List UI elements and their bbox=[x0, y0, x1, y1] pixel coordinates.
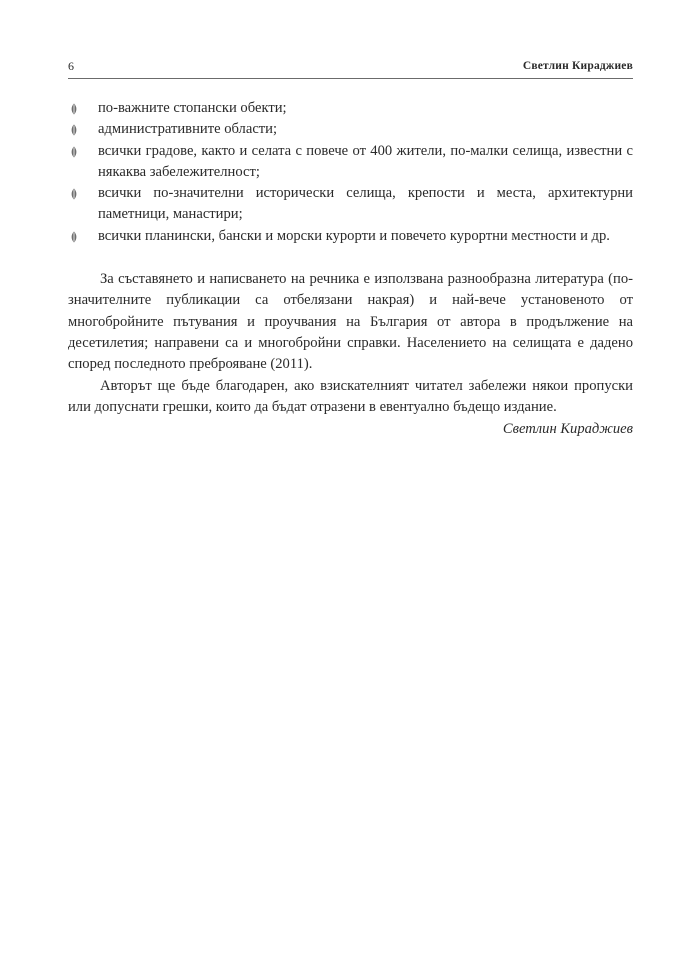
list-item bbox=[68, 183, 633, 226]
paragraph-sources: За съставянето и написването на речника е използвана разнообразна литература (по-значителните публикации са отбелязани накрая) и най-вече установеното от многобройните пътувания и проучвания на България от автора в продължение на десетилетия; направени са и многобройни справки. Населението на селищата е дадено според последното преброяване (2011). bbox=[68, 271, 633, 373]
leaf-bullet-icon bbox=[68, 103, 80, 115]
leaf-bullet-icon bbox=[68, 188, 80, 200]
running-head bbox=[68, 58, 633, 78]
leaf-bullet-icon bbox=[68, 124, 80, 136]
bullet-list bbox=[68, 98, 633, 247]
list-item-text: всички по-значителни исторически селища, крепости и места, архитектурни паметници, манастири; bbox=[98, 185, 633, 223]
author-signature: Светлин Кираджиев bbox=[502, 421, 633, 438]
list-item bbox=[68, 226, 633, 247]
list-item bbox=[68, 119, 633, 140]
list-item bbox=[68, 98, 633, 119]
list-item-text: всички планински, бански и морски курорти и повечето курортни местности и др. bbox=[98, 227, 610, 244]
paragraph-acknowledgement: Авторът ще бъде благодарен, ако взискателният читател забележи някои пропуски или допуснати грешки, които да бъдат отразени в евентуално бъдещо издание. bbox=[68, 377, 633, 415]
page-number: 6 bbox=[68, 59, 74, 73]
list-item-text: всички градове, както и селата с повече от 400 жители, по-малки селища, известни с някаква забележителност; bbox=[98, 142, 633, 180]
running-head-author: Светлин Кираджиев bbox=[522, 60, 633, 72]
leaf-bullet-icon bbox=[68, 146, 80, 158]
page-content bbox=[68, 98, 633, 440]
list-item-text: административните области; bbox=[98, 121, 278, 138]
body-text bbox=[68, 269, 633, 418]
list-item bbox=[68, 141, 633, 184]
list-item-text: по-важните стопански обекти; bbox=[98, 100, 287, 116]
leaf-bullet-icon bbox=[68, 231, 80, 243]
header-rule bbox=[68, 78, 633, 79]
